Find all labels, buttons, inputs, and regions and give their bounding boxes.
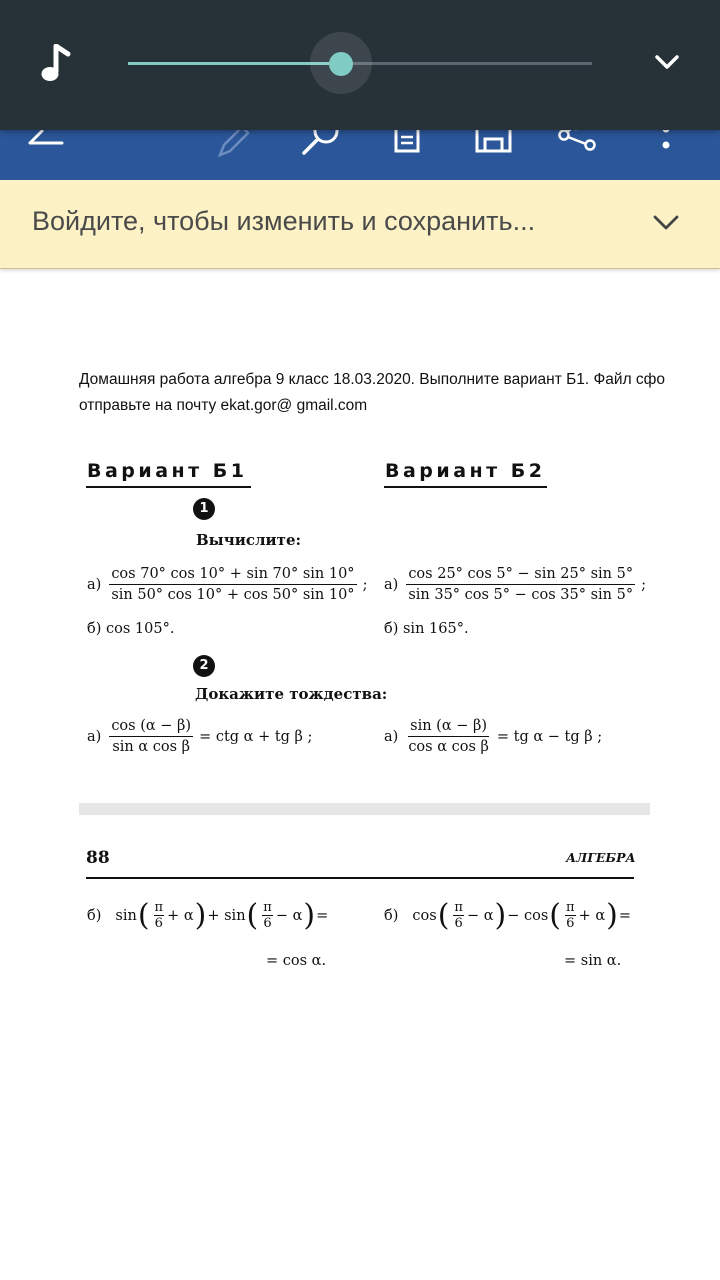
v1-task1-b: б) cos 105°. xyxy=(87,621,175,637)
fraction xyxy=(406,718,491,755)
pi-over-six xyxy=(154,900,165,931)
v1-task2-b-result: = cos α. xyxy=(266,953,327,969)
fraction xyxy=(109,718,193,755)
document-intro xyxy=(79,367,720,419)
right-paren: ) xyxy=(194,897,207,933)
left-paren: ( xyxy=(549,897,562,933)
page-separator xyxy=(79,803,650,815)
function-name: + sin xyxy=(207,907,246,924)
denominator: sin 50° cos 10° + cos 50° sin 10° xyxy=(111,587,355,603)
v2-task2-a xyxy=(384,718,602,755)
item-label: а) xyxy=(87,576,102,593)
task-1-number: 1 xyxy=(193,498,215,520)
variant-2-title: Вариант Б2 xyxy=(385,460,546,482)
operand: + α xyxy=(167,907,194,924)
item-tail: ; xyxy=(641,576,646,593)
chevron-down-icon[interactable] xyxy=(652,50,682,74)
numerator: cos (α − β) xyxy=(109,718,193,737)
item-label: а) xyxy=(384,576,399,593)
variant-1-underline xyxy=(86,486,251,488)
fraction xyxy=(109,566,356,603)
operand: − α xyxy=(275,907,303,924)
volume-slider-fill xyxy=(128,62,341,65)
intro-line-2: отправьте на почту ekat.gor@ gmail.com xyxy=(79,397,368,414)
v2-task2-b-result: = sin α. xyxy=(564,953,622,969)
task-2-number: 2 xyxy=(193,655,215,677)
left-paren: ( xyxy=(246,897,259,933)
task-2-title: Докажите тождества: xyxy=(195,685,388,703)
item-label: б) xyxy=(87,907,102,924)
right-paren: ) xyxy=(303,897,316,933)
page-number: 88 xyxy=(86,848,110,868)
v1-task1-a xyxy=(87,566,367,603)
denominator: 6 xyxy=(263,916,272,931)
function-name: − cos xyxy=(507,907,549,924)
task-1-title: Вычислите: xyxy=(196,531,302,549)
v2-task1-a xyxy=(384,566,646,603)
music-note-icon[interactable] xyxy=(40,44,74,84)
item-tail: ; xyxy=(362,576,368,593)
function-name: cos xyxy=(412,907,437,924)
right-paren: ) xyxy=(494,897,507,933)
item-tail: = tg α − tg β ; xyxy=(496,728,603,745)
fraction xyxy=(406,566,635,603)
numerator: cos 70° cos 10° + sin 70° sin 10° xyxy=(109,566,356,585)
left-paren: ( xyxy=(437,897,450,933)
denominator: 6 xyxy=(566,916,575,931)
operand: + α xyxy=(578,907,606,924)
page-subject: АЛГЕБРА xyxy=(566,850,636,865)
sign-in-banner[interactable] xyxy=(0,180,720,269)
chevron-down-icon[interactable] xyxy=(652,212,680,234)
intro-line-1: Домашняя работа алгебра 9 класс 18.03.2020. Выполните вариант Б1. Файл сфо xyxy=(79,371,666,388)
equals: = xyxy=(316,907,329,924)
pi-over-six xyxy=(565,900,576,931)
denominator: cos α cos β xyxy=(408,739,489,755)
equals: = xyxy=(618,907,631,924)
page-header-rule xyxy=(86,877,634,879)
numerator: π xyxy=(263,900,272,915)
item-label: б) xyxy=(384,907,399,924)
denominator: sin α cos β xyxy=(112,739,191,755)
variant-1-title: Вариант Б1 xyxy=(87,460,248,482)
numerator: cos 25° cos 5° − sin 25° sin 5° xyxy=(406,566,635,585)
right-paren: ) xyxy=(606,897,618,933)
v1-task2-a xyxy=(87,718,312,755)
pi-over-six xyxy=(262,900,273,931)
volume-panel xyxy=(0,0,720,130)
denominator: 6 xyxy=(454,916,463,931)
v2-task1-b: б) sin 165°. xyxy=(384,621,469,637)
operand: − α xyxy=(466,907,494,924)
denominator: sin 35° cos 5° − cos 35° sin 5° xyxy=(408,587,634,603)
item-label: а) xyxy=(384,728,399,745)
item-tail: = ctg α + tg β ; xyxy=(199,728,313,745)
sign-in-banner-text: Войдите, чтобы изменить и сохранить... xyxy=(32,206,536,236)
function-name: sin xyxy=(115,907,137,924)
item-label: а) xyxy=(87,728,102,745)
numerator: sin (α − β) xyxy=(408,718,489,737)
numerator: π xyxy=(566,900,575,915)
numerator: π xyxy=(454,900,463,915)
numerator: π xyxy=(154,900,164,915)
variant-2-underline xyxy=(384,486,547,488)
denominator: 6 xyxy=(154,916,163,931)
pi-over-six xyxy=(453,900,464,931)
left-paren: ( xyxy=(137,897,150,933)
v1-task2-b xyxy=(87,897,329,933)
v2-task2-b xyxy=(384,897,631,933)
